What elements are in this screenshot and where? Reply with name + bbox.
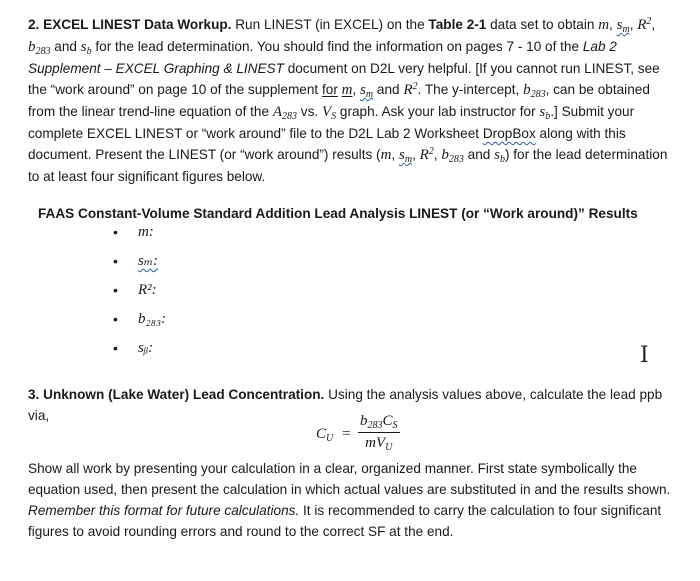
underlined-for: for xyxy=(321,82,338,97)
text-run: and xyxy=(467,147,491,162)
text-run: , can be obtained from the linear trend-line equation of the xyxy=(28,82,650,119)
result-label-b283: b₂₈₃: xyxy=(138,311,167,327)
symbol-r2: $R^2$ xyxy=(637,16,652,33)
separator: , xyxy=(433,147,442,162)
text-run: and xyxy=(54,39,77,54)
question-2-title: EXCEL LINEST Data Workup. xyxy=(43,17,232,32)
result-label-sb: sᵦ: xyxy=(138,340,154,356)
result-item-b283[interactable] xyxy=(0,309,400,338)
question-3-instructions xyxy=(28,458,673,542)
question-3-number: 3. xyxy=(28,387,40,402)
symbol-r2: $R^2$ xyxy=(403,81,418,98)
symbol-r2: $R^2$ xyxy=(419,146,434,163)
separator: , xyxy=(651,17,656,32)
fraction-bar xyxy=(358,432,400,433)
bullet-icon: • xyxy=(113,340,118,356)
symbol-b283: $b_{283}$ xyxy=(28,39,51,57)
result-label-sm: sₘ: xyxy=(138,253,159,269)
equation-fraction xyxy=(358,412,400,453)
text-run: along with this document. Present the LINEST (or “work around”) results ( xyxy=(28,126,626,162)
text-run: .] Submit your complete EXCEL LINEST or “work around” file to the D2L Lab 2 Worksheet xyxy=(28,104,635,141)
result-item-r2[interactable] xyxy=(0,280,400,309)
concentration-equation xyxy=(316,412,436,456)
bullet-icon: • xyxy=(113,224,118,240)
symbol-a283: $A_{283}$ xyxy=(272,104,298,122)
results-heading: FAAS Constant-Volume Standard Addition Lead Analysis LINEST (or “Work around)” Results xyxy=(38,206,638,221)
results-list xyxy=(0,222,400,367)
separator: , xyxy=(412,147,420,162)
symbol-sb: $s_b$ xyxy=(494,147,505,165)
instructions-text-2: It is recommended to carry the calculation to four significant figures to avoid rounding errors and round to the correct SF at the end. xyxy=(28,503,662,539)
symbol-m: m xyxy=(380,147,392,163)
equation-equals: = xyxy=(342,426,351,442)
separator: , xyxy=(352,82,361,97)
text-run: . The y-intercept, xyxy=(417,82,520,97)
symbol-b283: $b_{283}$ xyxy=(523,82,546,100)
separator: , xyxy=(629,17,638,32)
question-3-title: Unknown (Lake Water) Lead Concentration. xyxy=(43,387,325,402)
separator: , xyxy=(609,17,617,32)
equation-lhs: $C_U$ xyxy=(316,426,334,444)
text-run: graph. Ask your lab instructor for xyxy=(339,104,536,119)
bullet-icon: • xyxy=(113,282,118,298)
result-item-m[interactable] xyxy=(0,222,400,251)
question-2-number: 2. xyxy=(28,17,40,32)
symbol-b283: $b_{283}$ xyxy=(441,147,464,165)
text-cursor-icon: I xyxy=(640,343,649,368)
result-item-sb[interactable] xyxy=(0,338,400,367)
bullet-icon: • xyxy=(113,311,118,327)
bullet-icon: • xyxy=(113,253,118,269)
text-run: and xyxy=(376,82,400,97)
question-3-intro-text: Using the analysis values above, calculate the lead ppb via, xyxy=(28,387,663,423)
text-run: Run LINEST (in EXCEL) on the xyxy=(235,17,425,32)
symbol-sm: $s_m$ xyxy=(360,82,374,100)
symbol-sm: $s_m$ xyxy=(616,17,630,35)
supplement-document-title: Lab 2 Supplement – EXCEL Graphing & LINEST xyxy=(28,39,617,76)
result-label-m: m: xyxy=(138,224,154,240)
equation-numerator: $b_{283}C_S$ xyxy=(360,413,398,431)
symbol-m-underlined: m xyxy=(341,82,353,98)
text-run: document on D2L very helpful. [If you cannot run LINEST, see the “work around” on page 10 of the supplement xyxy=(28,61,660,97)
symbol-vs: $V_S$ xyxy=(321,104,337,122)
symbol-sm: $s_m$ xyxy=(398,147,413,165)
instructions-emphasis: Remember this format for future calculations. xyxy=(28,503,300,518)
symbol-sb: $s_b$ xyxy=(80,39,92,57)
text-run: vs. xyxy=(300,104,319,119)
text-run: ) for the lead determination to at least four significant figures below. xyxy=(28,147,668,184)
equation-denominator: $mV_U$ xyxy=(365,435,393,453)
dropbox-link[interactable]: DropBox xyxy=(482,126,536,141)
result-item-sm[interactable] xyxy=(0,251,400,280)
text-run: data set to obtain xyxy=(490,17,595,32)
table-reference: Table 2-1 xyxy=(428,17,487,32)
result-label-r2: R²: xyxy=(138,282,157,298)
text-run: for the lead determination. You should find the information on pages 7 - 10 of the xyxy=(95,39,580,54)
separator: , xyxy=(391,147,399,162)
instructions-text: Show all work by presenting your calculation in a clear, organized manner. First state symbolically the equation used, then present the calculation in which actual values are substituted in and the results shown. xyxy=(28,461,671,497)
question-2-paragraph xyxy=(28,14,673,187)
symbol-m: m xyxy=(598,17,610,33)
symbol-sb: $s_b$ xyxy=(539,104,551,122)
